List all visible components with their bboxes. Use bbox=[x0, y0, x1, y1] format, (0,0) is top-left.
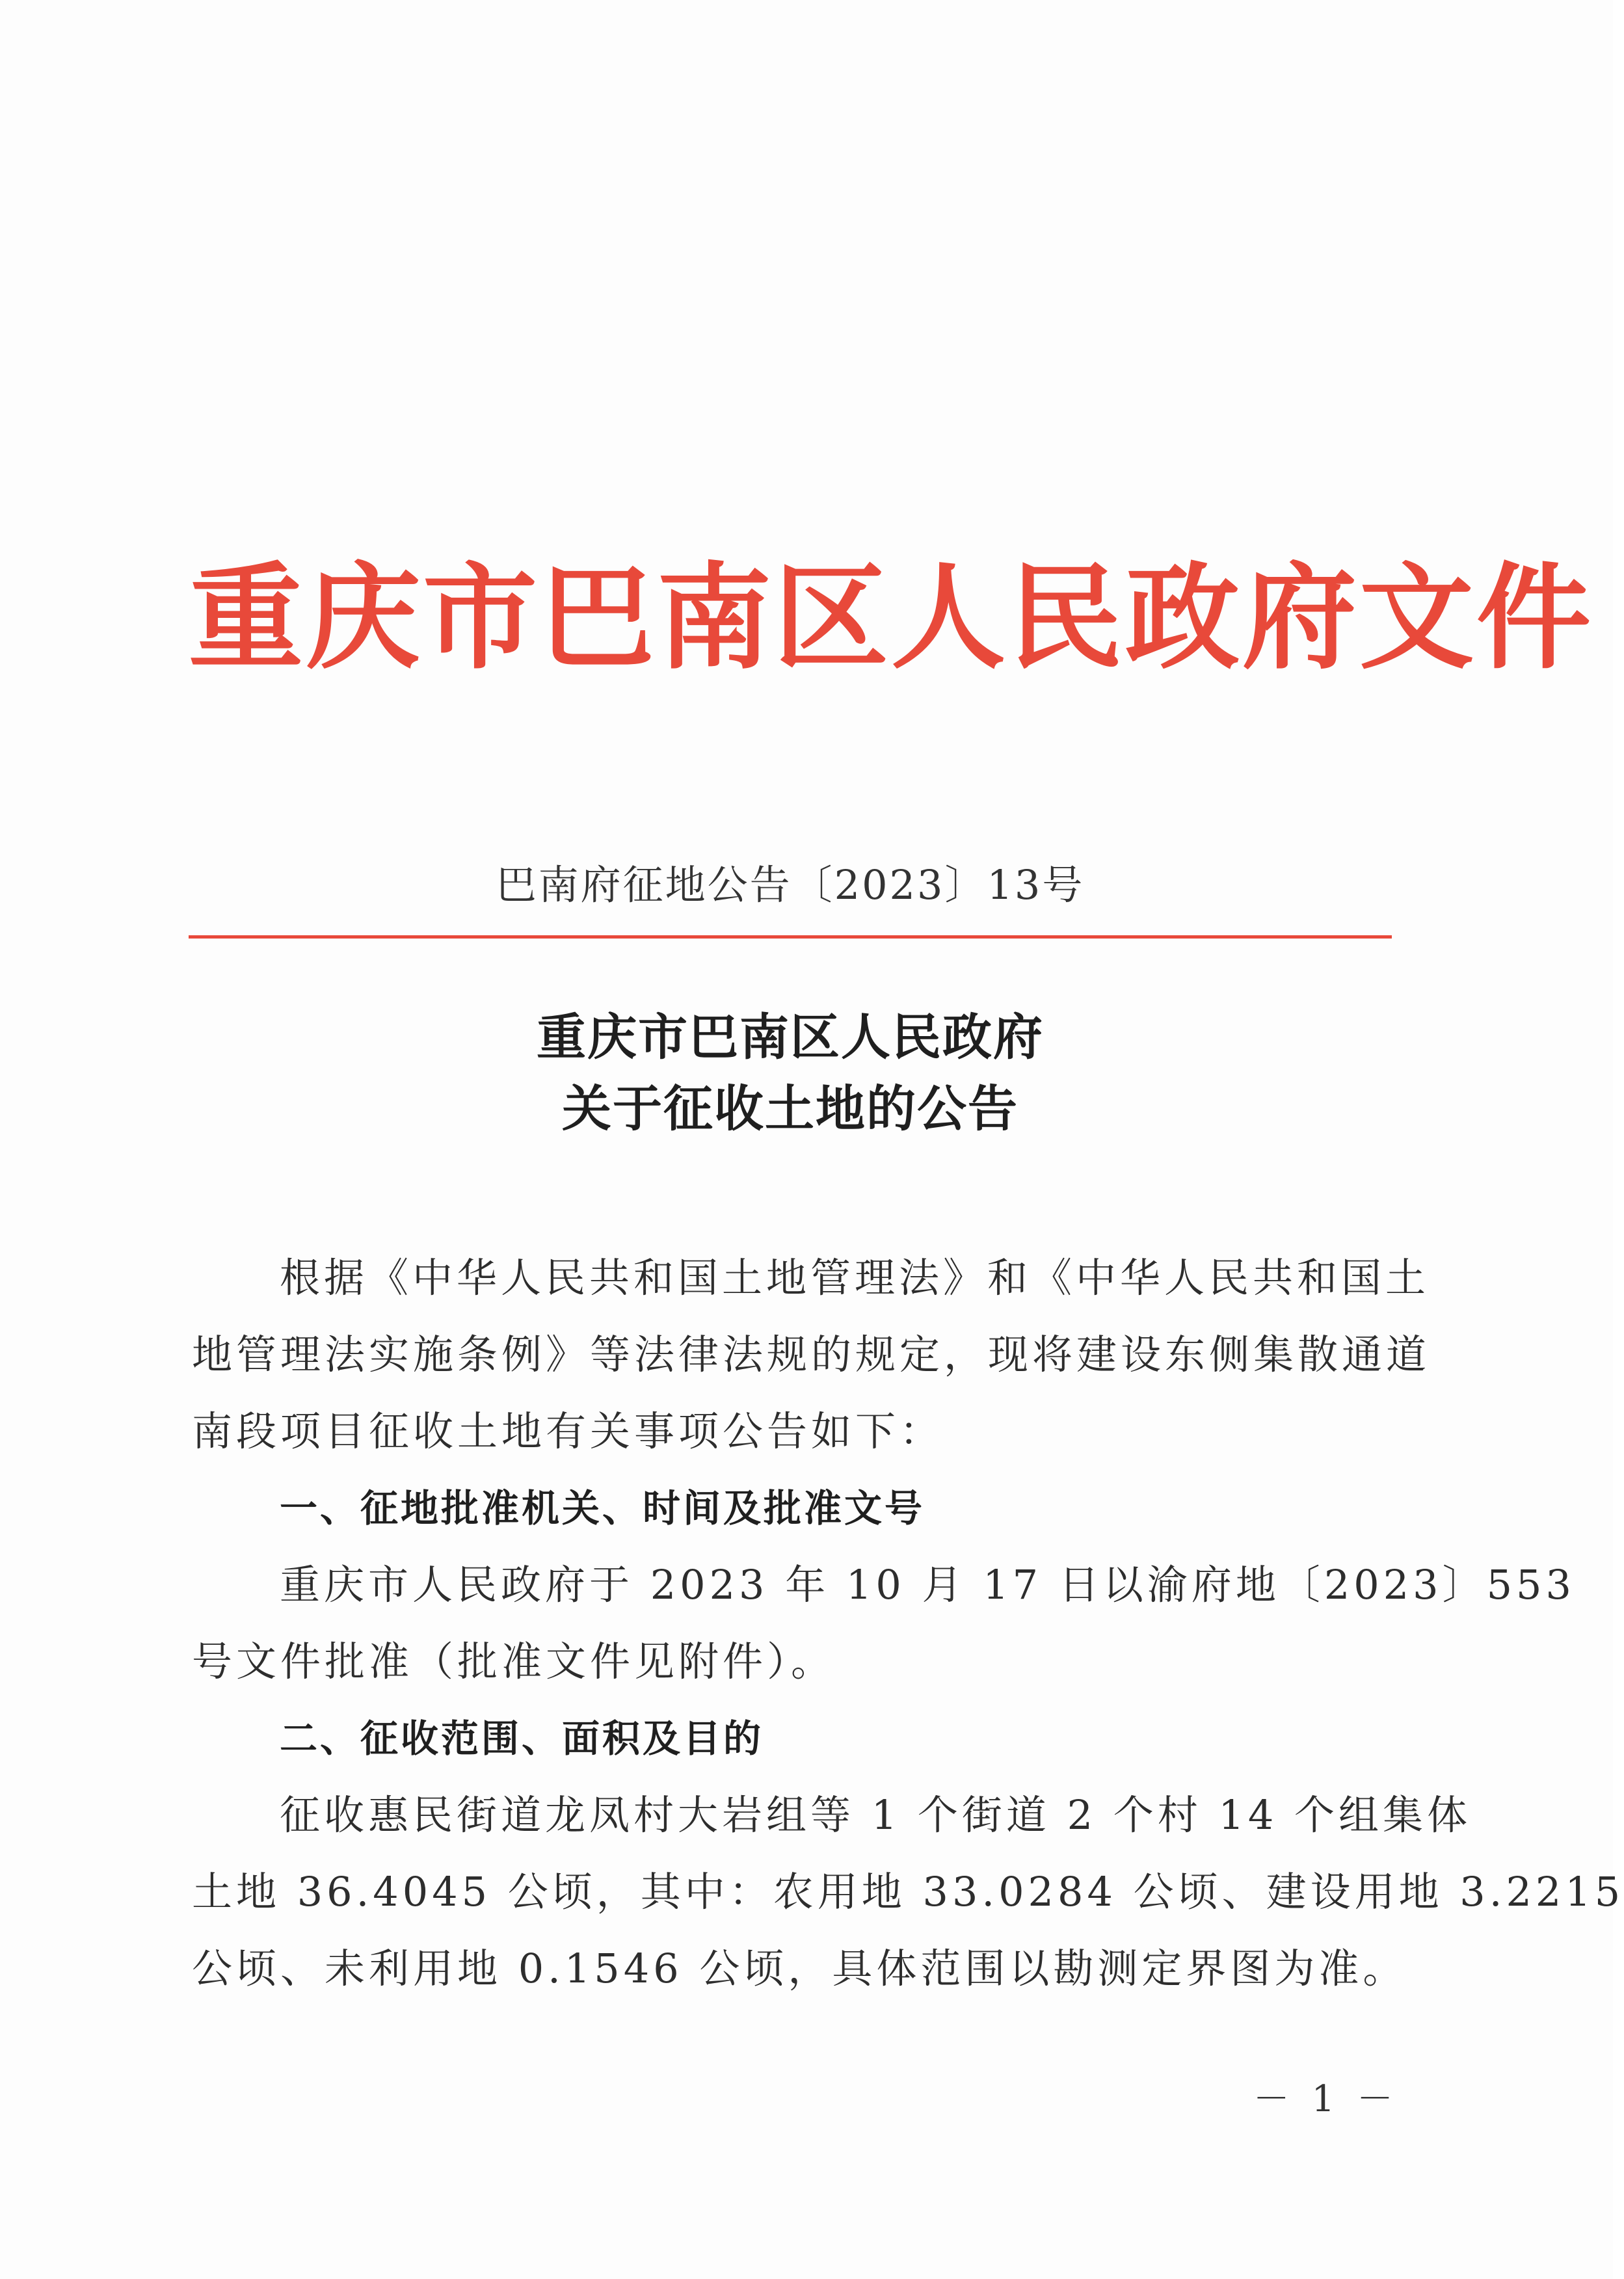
masthead-title: 重庆市巴南区人民政府文件 bbox=[189, 550, 1594, 685]
section-2-line-3: 公顷、未利用地 0.1546 公顷，具体范围以勘测定界图为准。 bbox=[192, 1945, 1407, 1992]
notice-title-line-2: 关于征收土地的公告 bbox=[562, 1080, 1018, 1138]
notice-title bbox=[189, 1002, 1392, 1145]
section-2-line-2: 土地 36.4045 公顷，其中：农用地 33.0284 公顷、建设用地 3.2215 bbox=[192, 1868, 1624, 1915]
page-number: － 1 － bbox=[1253, 2078, 1398, 2120]
intro-line-1: 根据《中华人民共和国土地管理法》和《中华人民共和国土 bbox=[280, 1254, 1430, 1301]
intro-line-3: 南段项目征收土地有关事项公告如下： bbox=[192, 1407, 944, 1455]
section-1-line-2: 号文件批准（批准文件见附件）。 bbox=[192, 1638, 836, 1685]
section-1-heading: 一、征地批准机关、时间及批准文号 bbox=[280, 1486, 925, 1530]
red-divider-line bbox=[189, 935, 1392, 939]
section-1-line-1: 重庆市人民政府于 2023 年 10 月 17 日以渝府地〔2023〕553 bbox=[280, 1561, 1575, 1608]
section-2-heading: 二、征收范围、面积及目的 bbox=[280, 1716, 764, 1761]
notice-body bbox=[192, 1240, 1624, 2007]
document-number: 巴南府征地公告〔2023〕13号 bbox=[496, 861, 1085, 909]
section-2-line-1: 征收惠民街道龙凤村大岩组等 1 个街道 2 个村 14 个组集体 bbox=[280, 1791, 1472, 1839]
intro-line-2: 地管理法实施条例》等法律法规的规定，现将建设东侧集散通道 bbox=[192, 1331, 1431, 1378]
notice-title-line-1: 重庆市巴南区人民政府 bbox=[537, 1008, 1044, 1066]
